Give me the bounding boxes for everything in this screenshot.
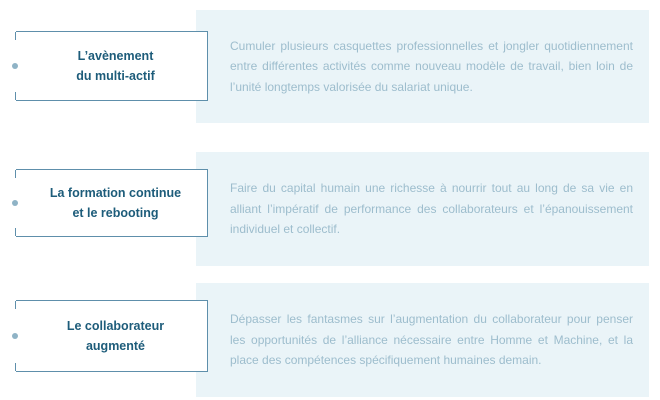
description-panel [196, 10, 649, 123]
bracket-tick [15, 170, 17, 178]
item-title-line: et le rebooting [72, 206, 159, 220]
item-title-line: La formation continue [49, 186, 182, 200]
title-bracket [16, 31, 208, 101]
bracket-tick [15, 301, 17, 309]
bullet-dot-icon [12, 63, 18, 69]
item-title-line: augmenté [85, 339, 146, 353]
item-title-line: L’avènement [77, 49, 154, 63]
bracket-tick [15, 363, 17, 371]
bullet-dot-icon [12, 333, 18, 339]
item-description: Dépasser les fantasmes sur l’augmentation du collaborateur pour penser les opportunités de l’alliance nécessaire entre Homme et Machine, et la place des compétences spécifiquement humaines demain. [230, 312, 633, 368]
bracket-tick [15, 32, 17, 40]
item-description: Faire du capital humain une richesse à nourrir tout au long de sa vie en alliant l’impératif de performance des collaborateurs et l’épanouissement individuel et collectif. [230, 181, 633, 237]
title-bracket [16, 169, 208, 237]
description-panel [196, 152, 649, 266]
title-bracket [16, 300, 208, 372]
item-title-line: Le collaborateur [66, 319, 165, 333]
item-title [59, 316, 164, 356]
item-title [68, 46, 154, 86]
bracket-tick [15, 92, 17, 100]
item-title-line: du multi-actif [76, 69, 155, 83]
description-panel [196, 283, 649, 397]
bracket-tick [15, 228, 17, 236]
item-description: Cumuler plusieurs casquettes professionnelles et jongler quotidiennement entre différentes activités comme nouveau modèle de travail, bien loin de l’unité longtemps valorisée du salariat unique. [230, 38, 633, 94]
item-title [42, 183, 181, 223]
bullet-dot-icon [12, 200, 18, 206]
